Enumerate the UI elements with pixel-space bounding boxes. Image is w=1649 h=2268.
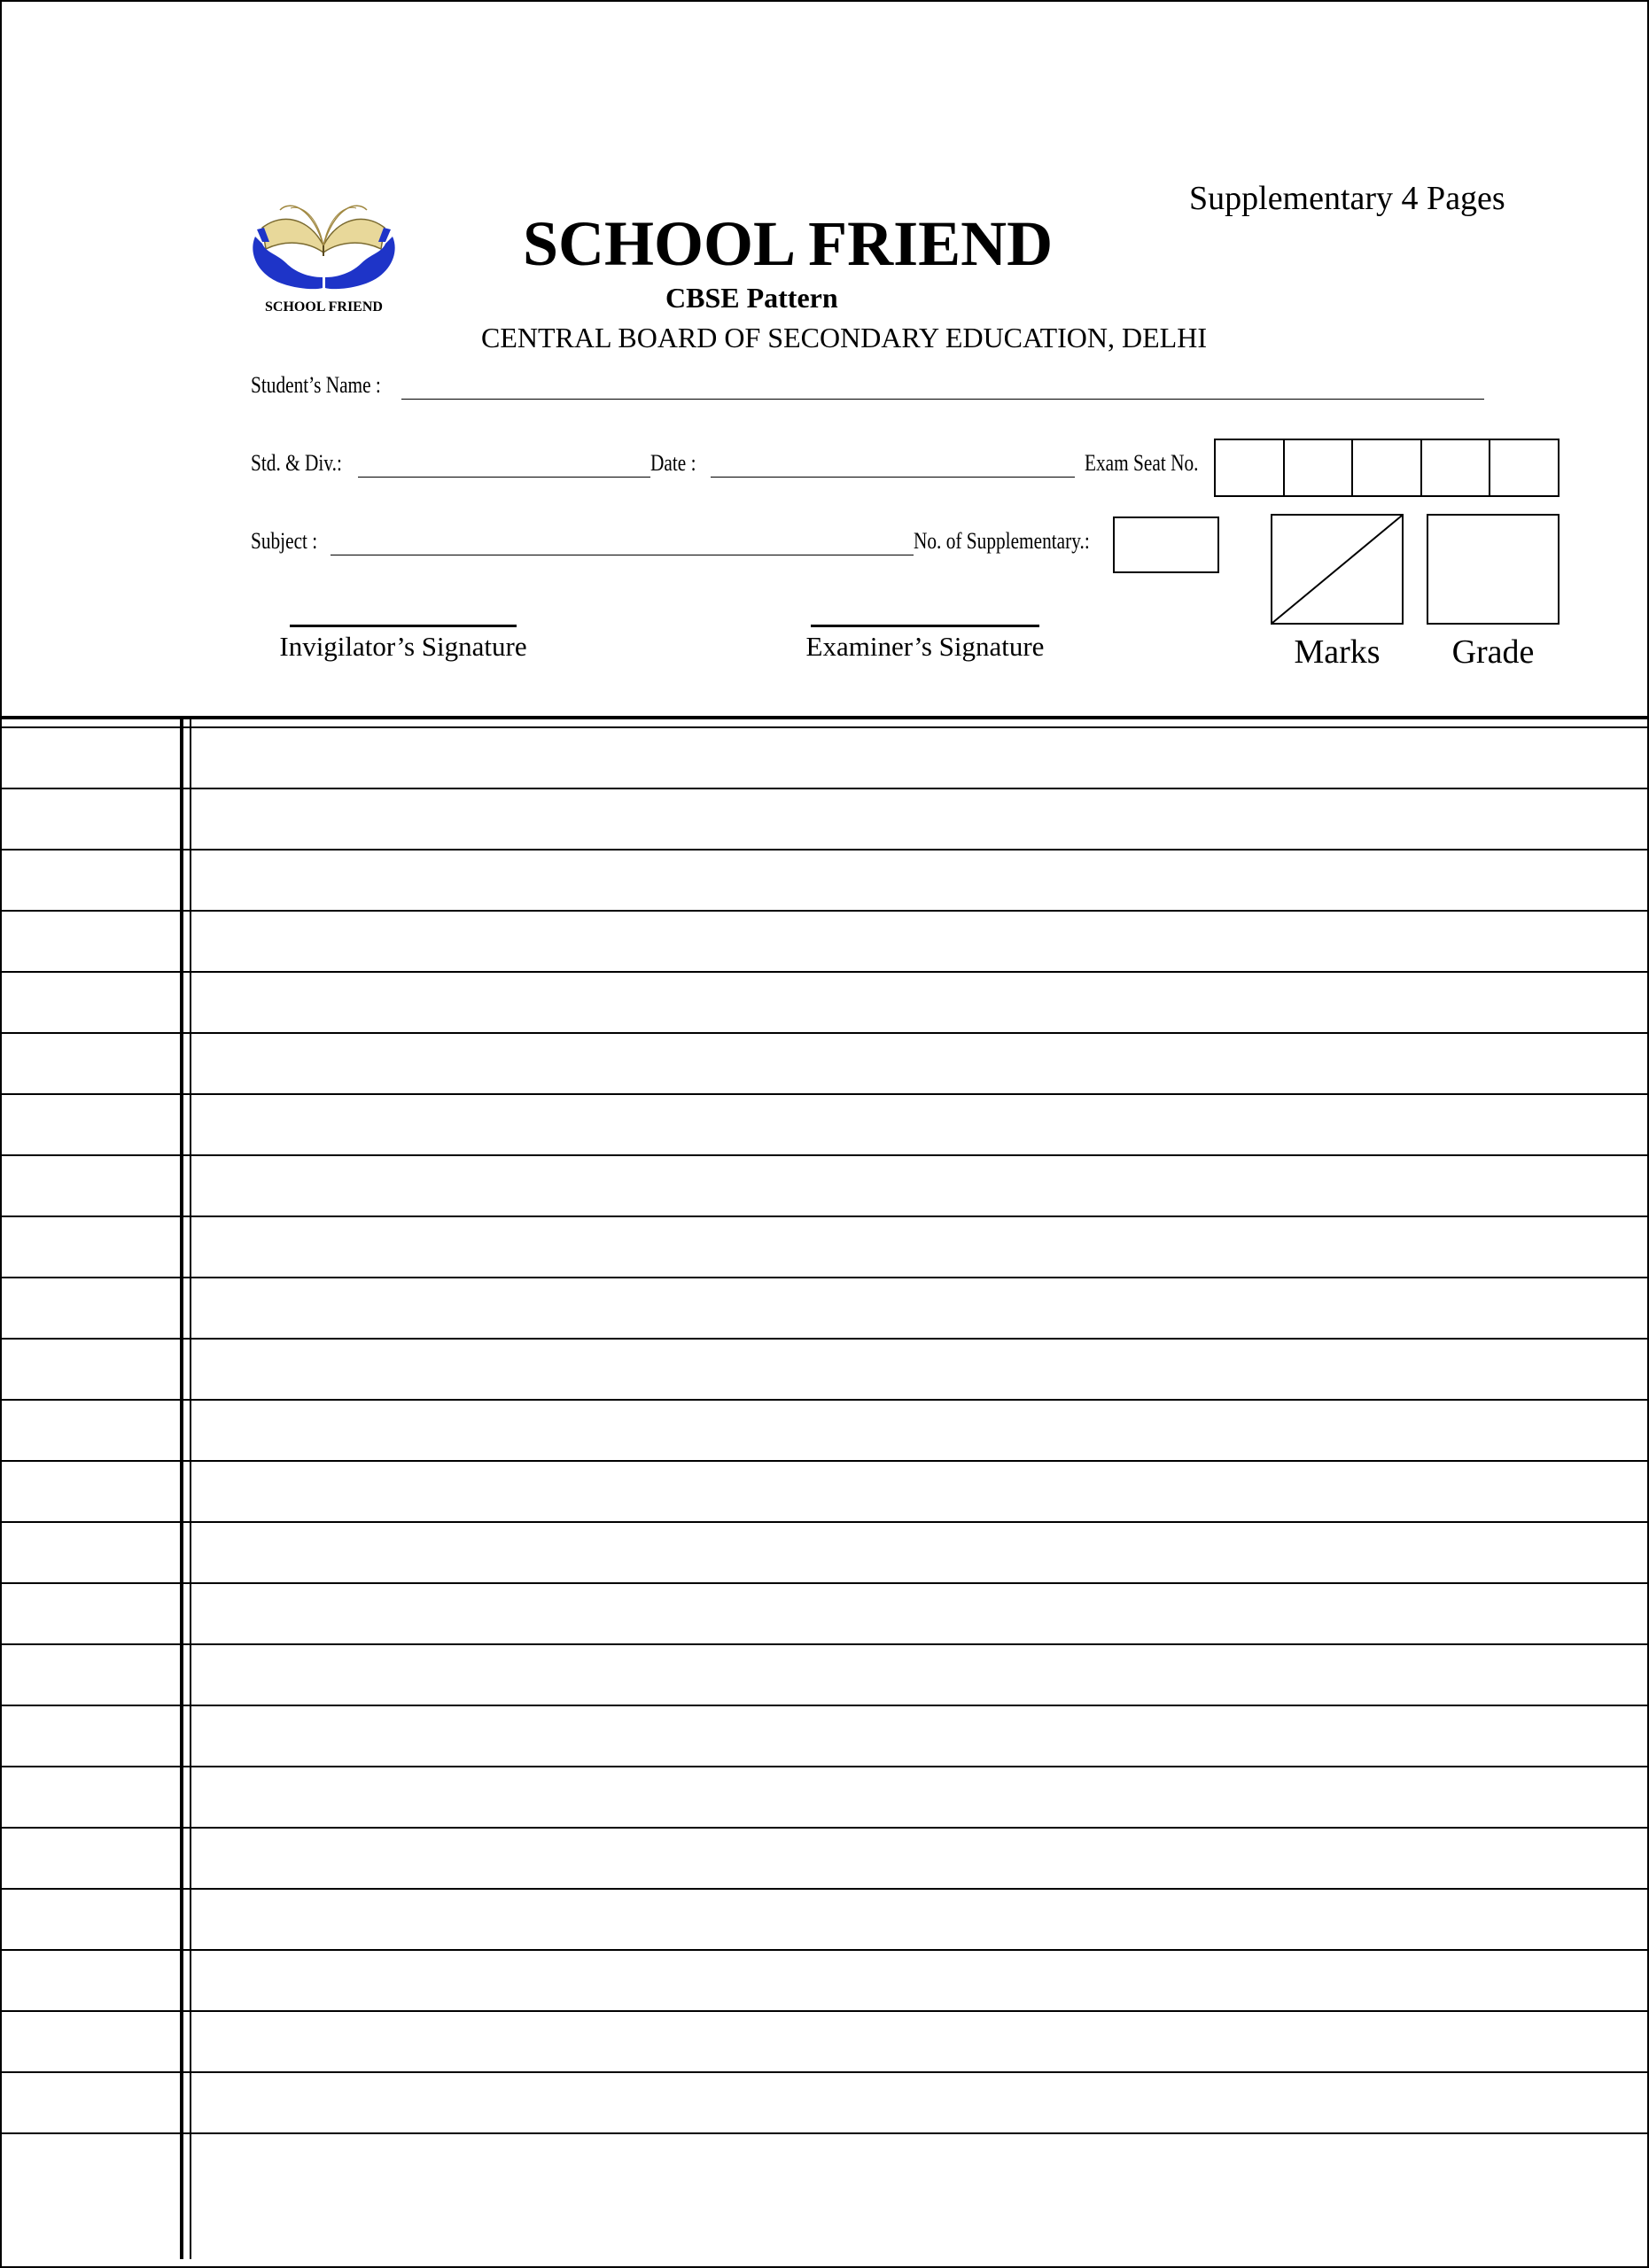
ruled-line <box>2 1032 1647 1034</box>
supplementary-pages-label: Supplementary 4 Pages <box>1189 180 1505 217</box>
ruled-line <box>2 1277 1647 1278</box>
date-label: Date : <box>650 450 696 476</box>
ruled-line <box>2 1827 1647 1829</box>
ruled-line <box>2 1216 1647 1217</box>
ruled-line <box>2 910 1647 912</box>
invigilator-signature-label: Invigilator’s Signature <box>279 631 527 662</box>
ruled-line <box>2 1766 1647 1767</box>
subject-label: Subject : <box>251 528 318 554</box>
ruled-line <box>2 1399 1647 1401</box>
ruled-line <box>2 849 1647 850</box>
marks-label: Marks <box>1294 633 1381 671</box>
ruled-line <box>2 2071 1647 2073</box>
ruled-line <box>2 2132 1647 2134</box>
ruled-line <box>2 788 1647 789</box>
ruled-line <box>2 971 1647 973</box>
examiner-signature-label: Examiner’s Signature <box>805 631 1045 662</box>
ruled-line <box>2 1888 1647 1890</box>
ruled-line <box>2 1154 1647 1156</box>
supplementary-count-label: No. of Supplementary.: <box>914 528 1090 554</box>
exam-seat-label: Exam Seat No. <box>1085 450 1199 476</box>
ruled-line <box>2 1338 1647 1340</box>
logo-text: SCHOOL FRIEND <box>265 299 383 315</box>
std-div-label: Std. & Div.: <box>251 450 342 476</box>
board-name: CENTRAL BOARD OF SECONDARY EDUCATION, DELHI <box>481 322 1207 353</box>
grade-label: Grade <box>1451 633 1535 671</box>
page-title: SCHOOL FRIEND <box>523 208 1054 279</box>
page-subtitle: CBSE Pattern <box>665 282 838 314</box>
student-name-label: Student’s Name : <box>251 372 381 398</box>
ruled-line <box>2 2010 1647 2012</box>
ruled-line <box>2 1582 1647 1584</box>
ruled-line <box>2 1093 1647 1095</box>
ruled-writing-area[interactable] <box>2 2 1647 2266</box>
ruled-line <box>2 1643 1647 1645</box>
ruled-line <box>2 1949 1647 1951</box>
ruled-line <box>2 1521 1647 1523</box>
ruled-line <box>2 1705 1647 1706</box>
ruled-line <box>2 726 1647 728</box>
ruled-line <box>2 1460 1647 1462</box>
